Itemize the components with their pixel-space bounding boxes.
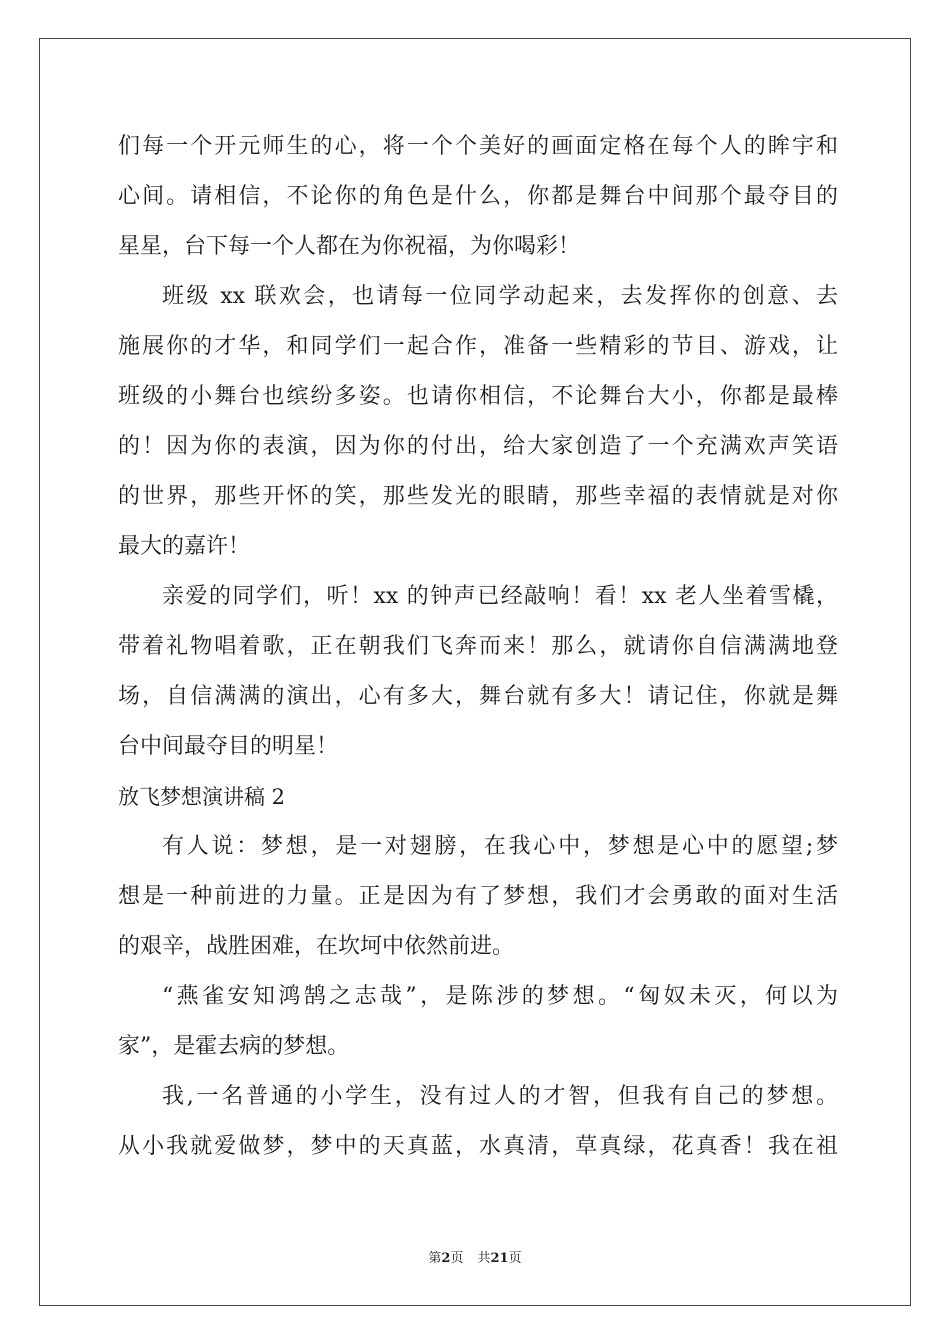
document-body <box>118 122 838 1172</box>
text-line: 的世界，那些开怀的笑，那些发光的眼睛，那些幸福的表情就是对你 <box>118 484 838 509</box>
text-line: 心间。请相信，不论你的角色是什么，你都是舞台中间那个最夺目的 <box>118 184 838 209</box>
total-pages-prefix: 共 <box>477 1251 491 1266</box>
text-line: 施展你的才华，和同学们一起合作，准备一些精彩的节目、游戏，让 <box>118 334 838 359</box>
text-line: 最大的嘉许！ <box>118 534 251 559</box>
text-line: 班级的小舞台也缤纷多姿。也请你相信，不论舞台大小，你都是最棒 <box>118 384 838 409</box>
text-line: 亲爱的同学们，听！xx 的钟声已经敲响！看！xx 老人坐着雪橇， <box>162 584 838 609</box>
text-line: 星星，台下每一个人都在为你祝福，为你喝彩！ <box>118 234 581 259</box>
text-line: 带着礼物唱着歌，正在朝我们飞奔而来！那么，就请你自信满满地登 <box>118 634 838 659</box>
text-line: 场，自信满满的演出，心有多大，舞台就有多大！请记住，你就是舞 <box>118 684 838 709</box>
text-line: 想是一种前进的力量。正是因为有了梦想，我们才会勇敢的面对生活 <box>118 884 838 909</box>
text-line: 我,一名普通的小学生，没有过人的才智，但我有自己的梦想。 <box>162 1084 838 1109</box>
text-line: 从小我就爱做梦，梦中的天真蓝，水真清，草真绿，花真香！我在祖 <box>118 1134 838 1159</box>
text-line: 家”，是霍去病的梦想。 <box>118 1034 350 1059</box>
text-line: 班级 xx 联欢会，也请每一位同学动起来，去发挥你的创意、去 <box>162 284 838 309</box>
text-line: 有人说：梦想，是一对翅膀，在我心中，梦想是心中的愿望;梦 <box>162 834 838 859</box>
total-pages-count: 21 <box>490 1251 509 1266</box>
text-line: 台中间最夺目的明星！ <box>118 734 339 759</box>
text-line: 的！因为你的表演，因为你的付出，给大家创造了一个充满欢声笑语 <box>118 434 838 459</box>
text-line: 们每一个开元师生的心，将一个个美好的画面定格在每个人的眸宇和 <box>118 134 838 159</box>
page-number-suffix: 页 <box>450 1251 464 1266</box>
page-number-current: 2 <box>441 1251 451 1266</box>
section-heading: 放飞梦想演讲稿 2 <box>118 785 286 809</box>
page-footer <box>0 1247 950 1266</box>
text-line: 的艰辛，战胜困难，在坎坷中依然前进。 <box>118 934 515 959</box>
page-number-prefix: 第 <box>428 1251 442 1266</box>
total-pages-suffix: 页 <box>508 1251 522 1266</box>
text-line: “燕雀安知鸿鹄之志哉”，是陈涉的梦想。“匈奴未灭，何以为 <box>162 984 838 1009</box>
